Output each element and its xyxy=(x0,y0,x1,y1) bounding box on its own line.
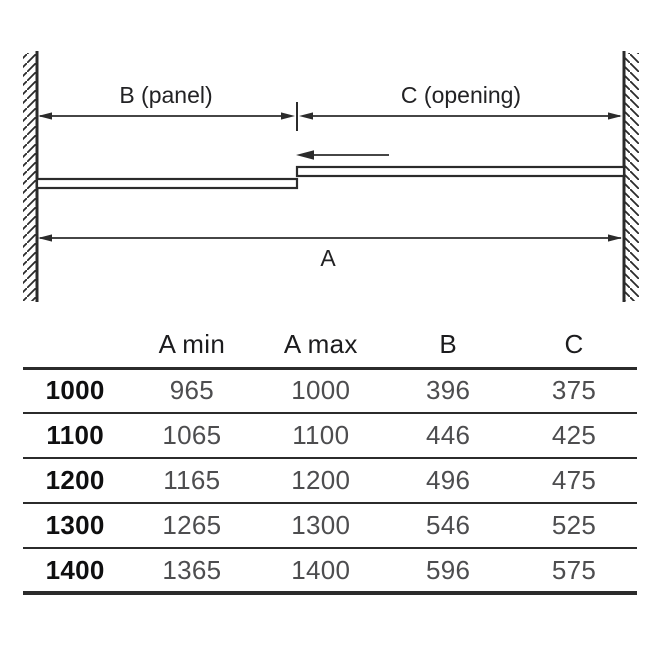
value-c: 525 xyxy=(511,503,637,548)
value-b: 546 xyxy=(385,503,511,548)
arrowhead-a-right xyxy=(608,234,622,241)
value-a-min: 1165 xyxy=(127,458,256,503)
sliding-panel-rail xyxy=(297,167,624,176)
value-b: 396 xyxy=(385,368,511,413)
value-a-min: 1365 xyxy=(127,548,256,593)
table-row xyxy=(23,548,637,593)
slide-direction-arrowhead xyxy=(296,150,314,160)
table-header-row xyxy=(23,322,637,368)
value-a-min: 1265 xyxy=(127,503,256,548)
value-b: 596 xyxy=(385,548,511,593)
value-a-max: 1400 xyxy=(256,548,385,593)
value-c: 375 xyxy=(511,368,637,413)
dimension-label-b: B (panel) xyxy=(119,82,213,108)
row-size-label: 1100 xyxy=(23,413,127,458)
row-size-label: 1200 xyxy=(23,458,127,503)
value-a-max: 1300 xyxy=(256,503,385,548)
header-a-max: A max xyxy=(256,322,385,368)
dimension-label-c: C (opening) xyxy=(400,82,522,108)
arrowhead-a-left xyxy=(38,234,52,241)
value-b: 446 xyxy=(385,413,511,458)
dimension-label-a: A xyxy=(320,245,336,271)
left-wall-hatch xyxy=(23,53,37,301)
table-row xyxy=(23,413,637,458)
value-b: 496 xyxy=(385,458,511,503)
value-c: 475 xyxy=(511,458,637,503)
value-a-max: 1000 xyxy=(256,368,385,413)
row-size-label: 1000 xyxy=(23,368,127,413)
table-row xyxy=(23,368,637,413)
table-row xyxy=(23,503,637,548)
value-c: 425 xyxy=(511,413,637,458)
table-row xyxy=(23,458,637,503)
arrowhead-b-left xyxy=(38,112,52,119)
arrowhead-c-left xyxy=(299,112,313,119)
row-size-label: 1300 xyxy=(23,503,127,548)
header-blank xyxy=(23,322,127,368)
value-a-max: 1200 xyxy=(256,458,385,503)
arrowhead-b-right xyxy=(281,112,295,119)
value-a-max: 1100 xyxy=(256,413,385,458)
arrowhead-c-right xyxy=(608,112,622,119)
right-wall-hatch xyxy=(625,53,639,301)
value-a-min: 965 xyxy=(127,368,256,413)
value-a-min: 1065 xyxy=(127,413,256,458)
header-c: C xyxy=(511,322,637,368)
row-size-label: 1400 xyxy=(23,548,127,593)
header-b: B xyxy=(385,322,511,368)
installation-diagram xyxy=(0,0,662,322)
value-c: 575 xyxy=(511,548,637,593)
size-table xyxy=(23,322,637,595)
size-table-wrap xyxy=(23,322,637,595)
header-a-min: A min xyxy=(127,322,256,368)
fixed-panel-rail xyxy=(37,179,297,188)
